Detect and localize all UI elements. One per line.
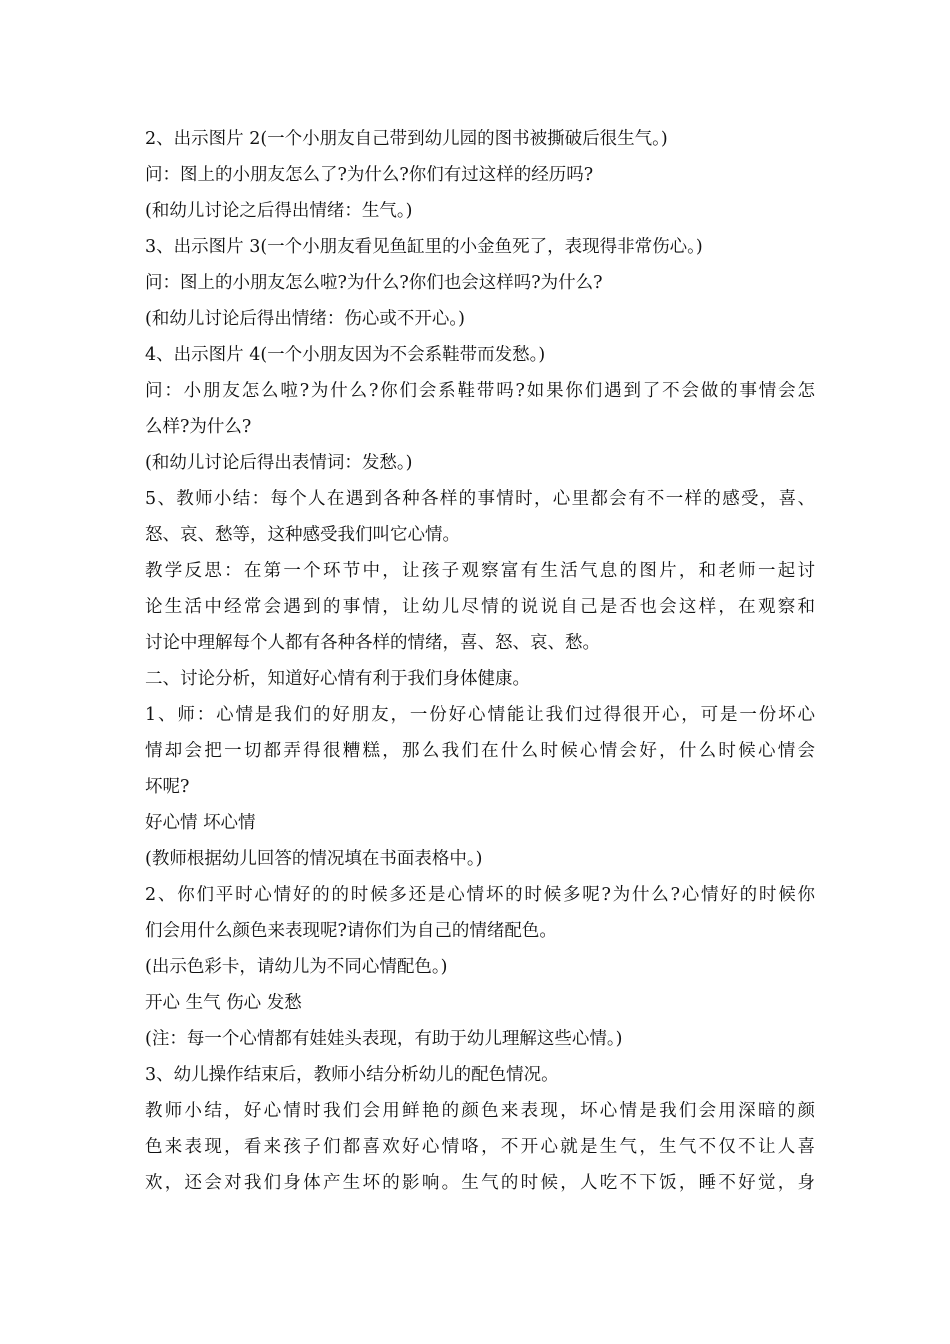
document-body <box>145 121 815 1201</box>
text-line: 欢，还会对我们身体产生坏的影响。生气的时候，人吃不下饭，睡不好觉，身 <box>145 1173 815 1193</box>
text-line: 3、幼儿操作结束后，教师小结分析幼儿的配色情况。 <box>145 1065 559 1085</box>
text-line: 4、出示图片 4(一个小朋友因为不会系鞋带而发愁。) <box>145 345 546 365</box>
text-line: 2、出示图片 2(一个小朋友自己带到幼儿园的图书被撕破后很生气。) <box>145 129 668 149</box>
text-line: 教师小结，好心情时我们会用鲜艳的颜色来表现，坏心情是我们会用深暗的颜 <box>145 1101 815 1121</box>
text-line: 好心情 坏心情 <box>145 813 256 833</box>
text-line: (教师根据幼儿回答的情况填在书面表格中。) <box>145 849 483 869</box>
text-line: 论生活中经常会遇到的事情，让幼儿尽情的说说自己是否也会这样，在观察和 <box>145 597 815 617</box>
text-line: 问：图上的小朋友怎么了?为什么?你们有过这样的经历吗? <box>145 165 594 185</box>
text-line: 么样?为什么? <box>145 417 252 437</box>
text-line: 问：小朋友怎么啦?为什么?你们会系鞋带吗?如果你们遇到了不会做的事情会怎 <box>145 381 815 401</box>
text-line: (和幼儿讨论之后得出情绪：生气。) <box>145 201 413 221</box>
text-line: 问：图上的小朋友怎么啦?为什么?你们也会这样吗?为什么? <box>145 273 603 293</box>
text-line: (出示色彩卡，请幼儿为不同心情配色。) <box>145 957 448 977</box>
text-line: 5、教师小结：每个人在遇到各种各样的事情时，心里都会有不一样的感受，喜、 <box>145 489 815 509</box>
section-heading: 二、讨论分析，知道好心情有利于我们身体健康。 <box>145 669 530 689</box>
text-line: (和幼儿讨论后得出表情词：发愁。) <box>145 453 413 473</box>
text-line: 们会用什么颜色来表现呢?请你们为自己的情绪配色。 <box>145 921 557 941</box>
text-line: 教学反思：在第一个环节中，让孩子观察富有生活气息的图片，和老师一起讨 <box>145 561 815 581</box>
text-line: 怒、哀、愁等，这种感受我们叫它心情。 <box>145 525 460 545</box>
text-line: 坏呢? <box>145 777 190 797</box>
text-line: 1、师：心情是我们的好朋友，一份好心情能让我们过得很开心，可是一份坏心 <box>145 705 815 725</box>
text-line: 3、出示图片 3(一个小朋友看见鱼缸里的小金鱼死了，表现得非常伤心。) <box>145 237 703 257</box>
text-line: (和幼儿讨论后得出情绪：伤心或不开心。) <box>145 309 465 329</box>
text-line: (注：每一个心情都有娃娃头表现，有助于幼儿理解这些心情。) <box>145 1029 623 1049</box>
text-line: 2、你们平时心情好的的时候多还是心情坏的时候多呢?为什么?心情好的时候你 <box>145 885 815 905</box>
text-line: 情却会把一切都弄得很糟糕，那么我们在什么时候心情会好，什么时候心情会 <box>145 741 815 761</box>
text-line: 色来表现，看来孩子们都喜欢好心情咯，不开心就是生气，生气不仅不让人喜 <box>145 1137 815 1157</box>
text-line: 讨论中理解每个人都有各种各样的情绪，喜、怒、哀、愁。 <box>145 633 600 653</box>
text-line: 开心 生气 伤心 发愁 <box>145 993 302 1013</box>
